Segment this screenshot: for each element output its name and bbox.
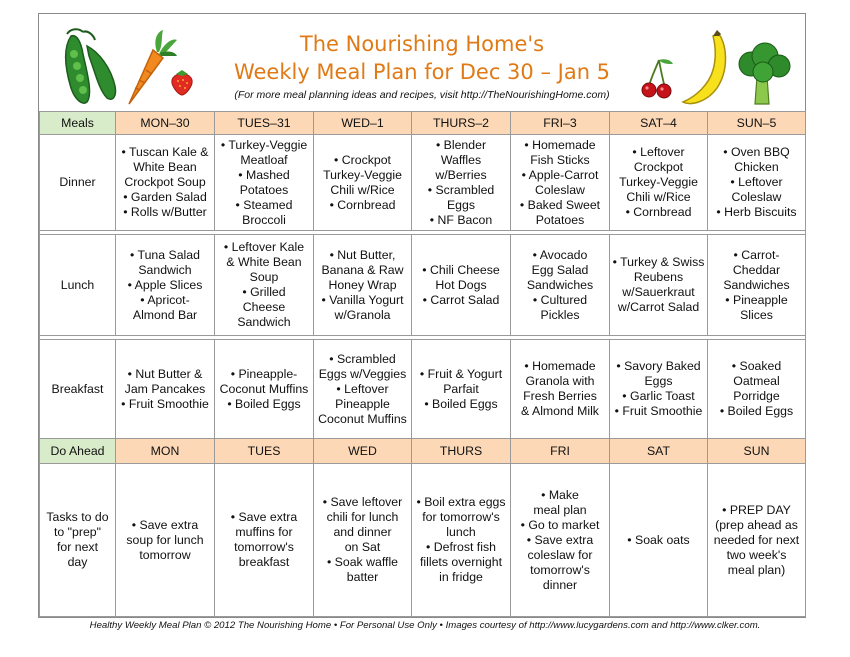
cell-line: • Cornbread bbox=[329, 197, 396, 212]
title-line-2: Weekly Meal Plan for Dec 30 – Jan 5 bbox=[233, 60, 611, 84]
cell-line: Parfait bbox=[443, 381, 479, 396]
meals-label: Meals bbox=[40, 112, 116, 135]
cell-line: tomorrow's bbox=[530, 562, 590, 577]
cell-line: Chili w/Rice bbox=[330, 182, 395, 197]
meal-plan-page bbox=[38, 13, 806, 618]
task-cell bbox=[215, 464, 314, 617]
cell-line: Cheddar bbox=[732, 262, 781, 277]
task-cell bbox=[511, 464, 610, 617]
meal-cell bbox=[116, 135, 215, 231]
cell-line: Eggs bbox=[446, 197, 476, 212]
do-ahead-day: MON bbox=[116, 439, 215, 464]
cell-line: • Fruit & Yogurt bbox=[419, 366, 503, 381]
cell-line: • PREP DAY bbox=[722, 502, 791, 517]
cell-line: • Turkey & Swiss bbox=[612, 255, 705, 269]
cell-line: • Nut Butter & bbox=[127, 366, 203, 381]
cell-line: Granola with bbox=[525, 374, 595, 388]
cell-line: • Homemade bbox=[524, 137, 596, 152]
cell-line: tomorrow bbox=[139, 547, 191, 562]
cell-line: Tasks to do bbox=[46, 510, 109, 524]
day-header: FRI–3 bbox=[511, 112, 610, 135]
day-header: TUES–31 bbox=[215, 112, 314, 135]
cell-line: • Apple Slices bbox=[127, 277, 203, 292]
cell-line: • Mashed bbox=[238, 167, 290, 182]
cell-line: lunch bbox=[446, 525, 476, 539]
cell-line: • Nut Butter, bbox=[329, 247, 396, 262]
cell-line: • Crockpot bbox=[334, 152, 391, 167]
cell-line: two week's bbox=[726, 547, 787, 562]
cell-line: Crockpot bbox=[633, 160, 684, 174]
meal-cell bbox=[412, 135, 511, 231]
cell-line: • Go to market bbox=[520, 517, 600, 532]
cell-line: Fish Sticks bbox=[530, 152, 590, 167]
cell-line: • Save extra bbox=[230, 510, 298, 524]
row-label-dinner: Dinner bbox=[40, 135, 116, 231]
meal-cell bbox=[511, 135, 610, 231]
cell-line: • Garlic Toast bbox=[622, 389, 695, 403]
cell-line: muffins for bbox=[235, 525, 293, 539]
task-cell bbox=[610, 464, 708, 617]
cell-line: Broccoli bbox=[242, 212, 286, 227]
cell-line: • Fruit Smoothie bbox=[614, 404, 703, 418]
cell-line: Coconut Muffins bbox=[219, 381, 309, 396]
cell-line: • Baked Sweet bbox=[519, 197, 601, 212]
dinner-row bbox=[40, 135, 806, 231]
cell-line: • Boiled Eggs bbox=[719, 404, 794, 418]
task-cell bbox=[412, 464, 511, 617]
cell-line: • Leftover Kale bbox=[223, 240, 305, 254]
cell-line: • Apple-Carrot bbox=[521, 167, 599, 182]
meal-cell bbox=[215, 340, 314, 439]
cell-line: & Almond Milk bbox=[521, 404, 599, 418]
cell-line: w/Sauerkraut bbox=[622, 285, 695, 299]
cell-line: batter bbox=[346, 570, 379, 584]
cell-line: • Scrambled bbox=[427, 182, 495, 197]
day-header: SUN–5 bbox=[708, 112, 806, 135]
cell-line: White Bean bbox=[133, 160, 197, 174]
meal-cell bbox=[708, 235, 806, 336]
cell-line: Pickles bbox=[540, 307, 580, 322]
cell-line: Egg Salad bbox=[531, 262, 589, 277]
cell-line: Coconut Muffins bbox=[318, 411, 407, 426]
day-header-row bbox=[40, 112, 806, 135]
meal-cell bbox=[412, 235, 511, 336]
cell-line: • Save leftover bbox=[322, 495, 403, 509]
cell-line: • Fruit Smoothie bbox=[121, 396, 209, 411]
meal-cell bbox=[412, 340, 511, 439]
cell-line: meal plan bbox=[533, 502, 587, 517]
task-cell bbox=[116, 464, 215, 617]
meal-cell bbox=[215, 235, 314, 336]
cell-line: • Leftover bbox=[336, 381, 389, 396]
meal-cell bbox=[511, 340, 610, 439]
cell-line: Potatoes bbox=[239, 182, 289, 197]
cell-line: soup for lunch bbox=[126, 532, 204, 547]
cell-line: Chicken bbox=[734, 160, 779, 174]
cell-line: • Grilled bbox=[242, 285, 286, 299]
cell-line: Sandwiches bbox=[723, 277, 790, 292]
cell-line: Soup bbox=[249, 270, 279, 284]
cell-line: • Scrambled bbox=[329, 351, 396, 366]
cell-line: Meatloaf bbox=[240, 152, 288, 167]
cell-line: tomorrow's bbox=[234, 540, 294, 554]
cell-line: Eggs bbox=[644, 374, 673, 388]
cell-line: • Soak waffle bbox=[326, 555, 399, 569]
cell-line: • Defrost fish bbox=[426, 540, 496, 554]
meal-plan-table bbox=[39, 111, 806, 617]
cell-line: Turkey-Veggie bbox=[323, 167, 402, 182]
cell-line: on Sat bbox=[344, 540, 381, 554]
cell-line: Fresh Berries bbox=[523, 389, 597, 403]
cell-line: • Steamed bbox=[235, 197, 293, 212]
day-header: THURS–2 bbox=[412, 112, 511, 135]
cell-line: meal plan) bbox=[727, 562, 786, 577]
cell-line: in fridge bbox=[439, 570, 483, 584]
meal-cell bbox=[610, 340, 708, 439]
do-ahead-day: THURS bbox=[412, 439, 511, 464]
cell-line: • Pineapple- bbox=[230, 366, 298, 381]
lunch-row bbox=[40, 235, 806, 336]
cell-line: • Chili Cheese bbox=[422, 262, 500, 277]
cell-line: Coleslaw bbox=[535, 182, 585, 197]
cell-line: • Pineapple bbox=[725, 292, 788, 307]
day-header: MON–30 bbox=[116, 112, 215, 135]
cell-line: Porridge bbox=[733, 389, 780, 403]
cell-line: Sandwiches bbox=[526, 277, 594, 292]
cell-line: (prep ahead as bbox=[715, 517, 798, 532]
cell-line: for tomorrow's bbox=[422, 510, 500, 524]
do-ahead-day: FRI bbox=[511, 439, 610, 464]
cell-line: Almond Bar bbox=[132, 307, 198, 322]
cell-line: Sandwich bbox=[237, 315, 291, 329]
do-ahead-day: SAT bbox=[610, 439, 708, 464]
task-cell bbox=[314, 464, 412, 617]
do-ahead-day: SUN bbox=[708, 439, 806, 464]
do-ahead-day: TUES bbox=[215, 439, 314, 464]
cell-line: day bbox=[67, 555, 88, 569]
day-header: SAT–4 bbox=[610, 112, 708, 135]
cell-line: Potatoes bbox=[535, 212, 585, 227]
meal-cell bbox=[215, 135, 314, 231]
cell-line: • Boiled Eggs bbox=[227, 396, 301, 411]
cell-line: • Carrot- bbox=[733, 247, 780, 262]
cell-line: • Apricot- bbox=[140, 292, 190, 307]
meal-cell bbox=[314, 340, 412, 439]
cell-line: breakfast bbox=[238, 555, 290, 569]
row-label-tasks bbox=[40, 464, 116, 617]
meal-cell bbox=[511, 235, 610, 336]
cell-line: • Soak oats bbox=[627, 532, 690, 547]
meal-cell bbox=[708, 135, 806, 231]
cell-line: fillets overnight bbox=[419, 555, 503, 569]
do-ahead-day: WED bbox=[314, 439, 412, 464]
meal-cell bbox=[610, 135, 708, 231]
cell-line: w/Carrot Salad bbox=[617, 300, 700, 314]
cell-line: and dinner bbox=[333, 525, 392, 539]
cell-line: • NF Bacon bbox=[429, 212, 493, 227]
cell-line: dinner bbox=[542, 577, 578, 592]
cell-line: • Vanilla Yogurt bbox=[321, 292, 404, 307]
cell-line: • Oven BBQ bbox=[723, 145, 790, 159]
cell-line: Waffles bbox=[440, 152, 482, 167]
cell-line: Coleslaw bbox=[731, 190, 782, 204]
cell-line: • Herb Biscuits bbox=[716, 205, 797, 219]
cell-line: • Cornbread bbox=[625, 205, 692, 219]
title-line-1: The Nourishing Home's bbox=[299, 32, 545, 56]
meal-cell bbox=[116, 340, 215, 439]
cell-line: • Turkey-Veggie bbox=[220, 137, 308, 152]
cell-line: to "prep" bbox=[53, 525, 101, 539]
day-header: WED–1 bbox=[314, 112, 412, 135]
cell-line: Honey Wrap bbox=[328, 277, 397, 292]
cell-line: coleslaw for bbox=[527, 547, 593, 562]
breakfast-row bbox=[40, 340, 806, 439]
cell-line: Eggs w/Veggies bbox=[318, 366, 407, 381]
cell-line: Cheese bbox=[242, 300, 286, 314]
cell-line: • Leftover bbox=[730, 175, 783, 189]
header bbox=[39, 14, 805, 111]
cell-line: Slices bbox=[740, 307, 773, 322]
cell-line: • Leftover bbox=[632, 145, 685, 159]
cell-line: needed for next bbox=[713, 532, 800, 547]
cell-line: Jam Pancakes bbox=[124, 381, 206, 396]
cell-line: • Carrot Salad bbox=[422, 292, 500, 307]
cell-line: Hot Dogs bbox=[435, 277, 487, 292]
tasks-row bbox=[40, 464, 806, 617]
do-ahead-header-row bbox=[40, 439, 806, 464]
cell-line: Sandwich bbox=[138, 262, 192, 277]
meal-cell bbox=[314, 135, 412, 231]
cell-line: for next bbox=[56, 540, 98, 554]
meal-cell bbox=[116, 235, 215, 336]
subtitle: (For more meal planning ideas and recipes, visit http://TheNourishingHome.com) bbox=[234, 89, 610, 101]
cell-line: Pineapple bbox=[335, 396, 390, 411]
cell-line: • Avocado bbox=[532, 247, 588, 262]
cell-line: Chili w/Rice bbox=[626, 190, 691, 204]
cell-line: • Cultured bbox=[532, 292, 588, 307]
cell-line: & White Bean bbox=[226, 255, 302, 269]
cell-line: • Boil extra eggs bbox=[416, 495, 506, 509]
row-label-lunch: Lunch bbox=[40, 235, 116, 336]
meal-cell bbox=[708, 340, 806, 439]
cell-line: Turkey-Veggie bbox=[619, 175, 698, 189]
cell-line: • Make bbox=[541, 487, 579, 502]
cell-line: • Tuna Salad bbox=[130, 247, 200, 262]
cell-line: w/Granola bbox=[334, 307, 391, 322]
cell-line: chili for lunch bbox=[326, 510, 399, 524]
cell-line: • Tuscan Kale & bbox=[121, 145, 209, 159]
cell-line: • Homemade bbox=[524, 359, 596, 373]
meal-cell bbox=[314, 235, 412, 336]
meal-cell bbox=[610, 235, 708, 336]
cell-line: Reubens bbox=[633, 270, 684, 284]
cell-line: • Savory Baked bbox=[616, 359, 701, 373]
cell-line: • Blender bbox=[435, 137, 487, 152]
cell-line: • Boiled Eggs bbox=[424, 396, 498, 411]
cell-line: • Soaked bbox=[731, 359, 782, 373]
cell-line: • Rolls w/Butter bbox=[123, 205, 207, 219]
row-label-breakfast: Breakfast bbox=[40, 340, 116, 439]
cell-line: • Save extra bbox=[131, 517, 199, 532]
do-ahead-label: Do Ahead bbox=[40, 439, 116, 464]
cell-line: w/Berries bbox=[435, 167, 487, 182]
task-cell bbox=[708, 464, 806, 617]
cell-line: • Garden Salad bbox=[123, 190, 207, 204]
cell-line: Oatmeal bbox=[733, 374, 780, 388]
cell-line: Crockpot Soup bbox=[124, 175, 206, 189]
cell-line: • Save extra bbox=[526, 532, 594, 547]
cell-line: Banana & Raw bbox=[321, 262, 404, 277]
footer-credits: Healthy Weekly Meal Plan © 2012 The Nourishing Home • For Personal Use Only • Images courtesy of http://www.lucygardens.com and http://www.clker.com. bbox=[89, 620, 761, 631]
